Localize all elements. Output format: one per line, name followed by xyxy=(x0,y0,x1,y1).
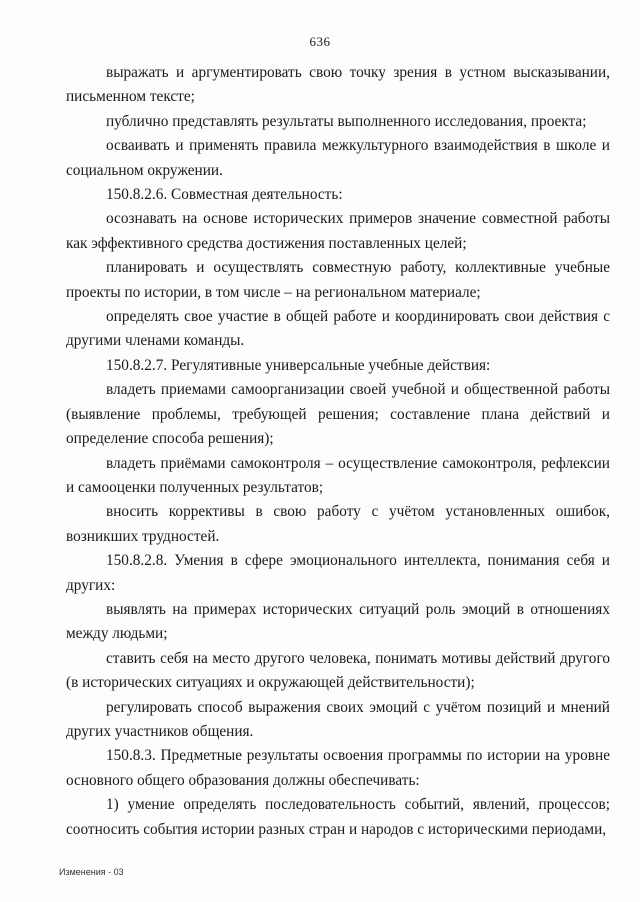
page-number: 636 xyxy=(309,34,331,49)
list-item: 1) умение определять последовательность событий, явлений, процессов; соотносить события истории разных стран и народов с историческими периодами, xyxy=(66,796,610,838)
section-heading: 150.8.2.8. Умения в сфере эмоционального интеллекта, понимания себя и других: xyxy=(66,552,610,594)
paragraph: регулировать способ выражения своих эмоций с учётом позиций и мнений других участников общения. xyxy=(66,698,610,740)
paragraph: владеть приёмами самоконтроля – осуществление самоконтроля, рефлексии и самооценки полученных результатов; xyxy=(66,454,610,496)
footer-revision: Изменения - 03 xyxy=(59,867,124,877)
section-heading: 150.8.2.6. Совместная деятельность: xyxy=(106,186,343,204)
paragraph: владеть приемами самоорганизации своей учебной и общественной работы (выявление проблемы, требующей решения; составление плана действий и определение способа решения); xyxy=(66,381,610,448)
section-heading: 150.8.2.7. Регулятивные универсальные учебные действия: xyxy=(106,356,491,374)
section-heading: 150.8.3. Предметные результаты освоения программы по истории на уровне основного общего образования должны обеспечивать: xyxy=(66,747,610,789)
paragraph: осваивать и применять правила межкультурного взаимодействия в школе и социальном окружении. xyxy=(66,137,610,179)
paragraph: определять свое участие в общей работе и координировать свои действия с другими членами команды. xyxy=(66,308,610,350)
document-body xyxy=(66,61,610,842)
paragraph: осознавать на основе исторических примеров значение совместной работы как эффективного средства достижения поставленных целей; xyxy=(66,210,610,252)
paragraph: выражать и аргументировать свою точку зрения в устном высказывании, письменном тексте; xyxy=(66,64,610,106)
paragraph: вносить коррективы в свою работу с учётом установленных ошибок, возникших трудностей. xyxy=(66,503,610,545)
paragraph: выявлять на примерах исторических ситуаций роль эмоций в отношениях между людьми; xyxy=(66,600,610,643)
paragraph: публично представлять результаты выполненного исследования, проекта; xyxy=(106,112,587,130)
paragraph: планировать и осуществлять совместную работу, коллективные учебные проекты по истории, в том числе – на региональном материале; xyxy=(66,259,610,301)
paragraph: ставить себя на место другого человека, понимать мотивы действий другого (в исторических ситуациях и окружающей действительности); xyxy=(66,649,610,692)
